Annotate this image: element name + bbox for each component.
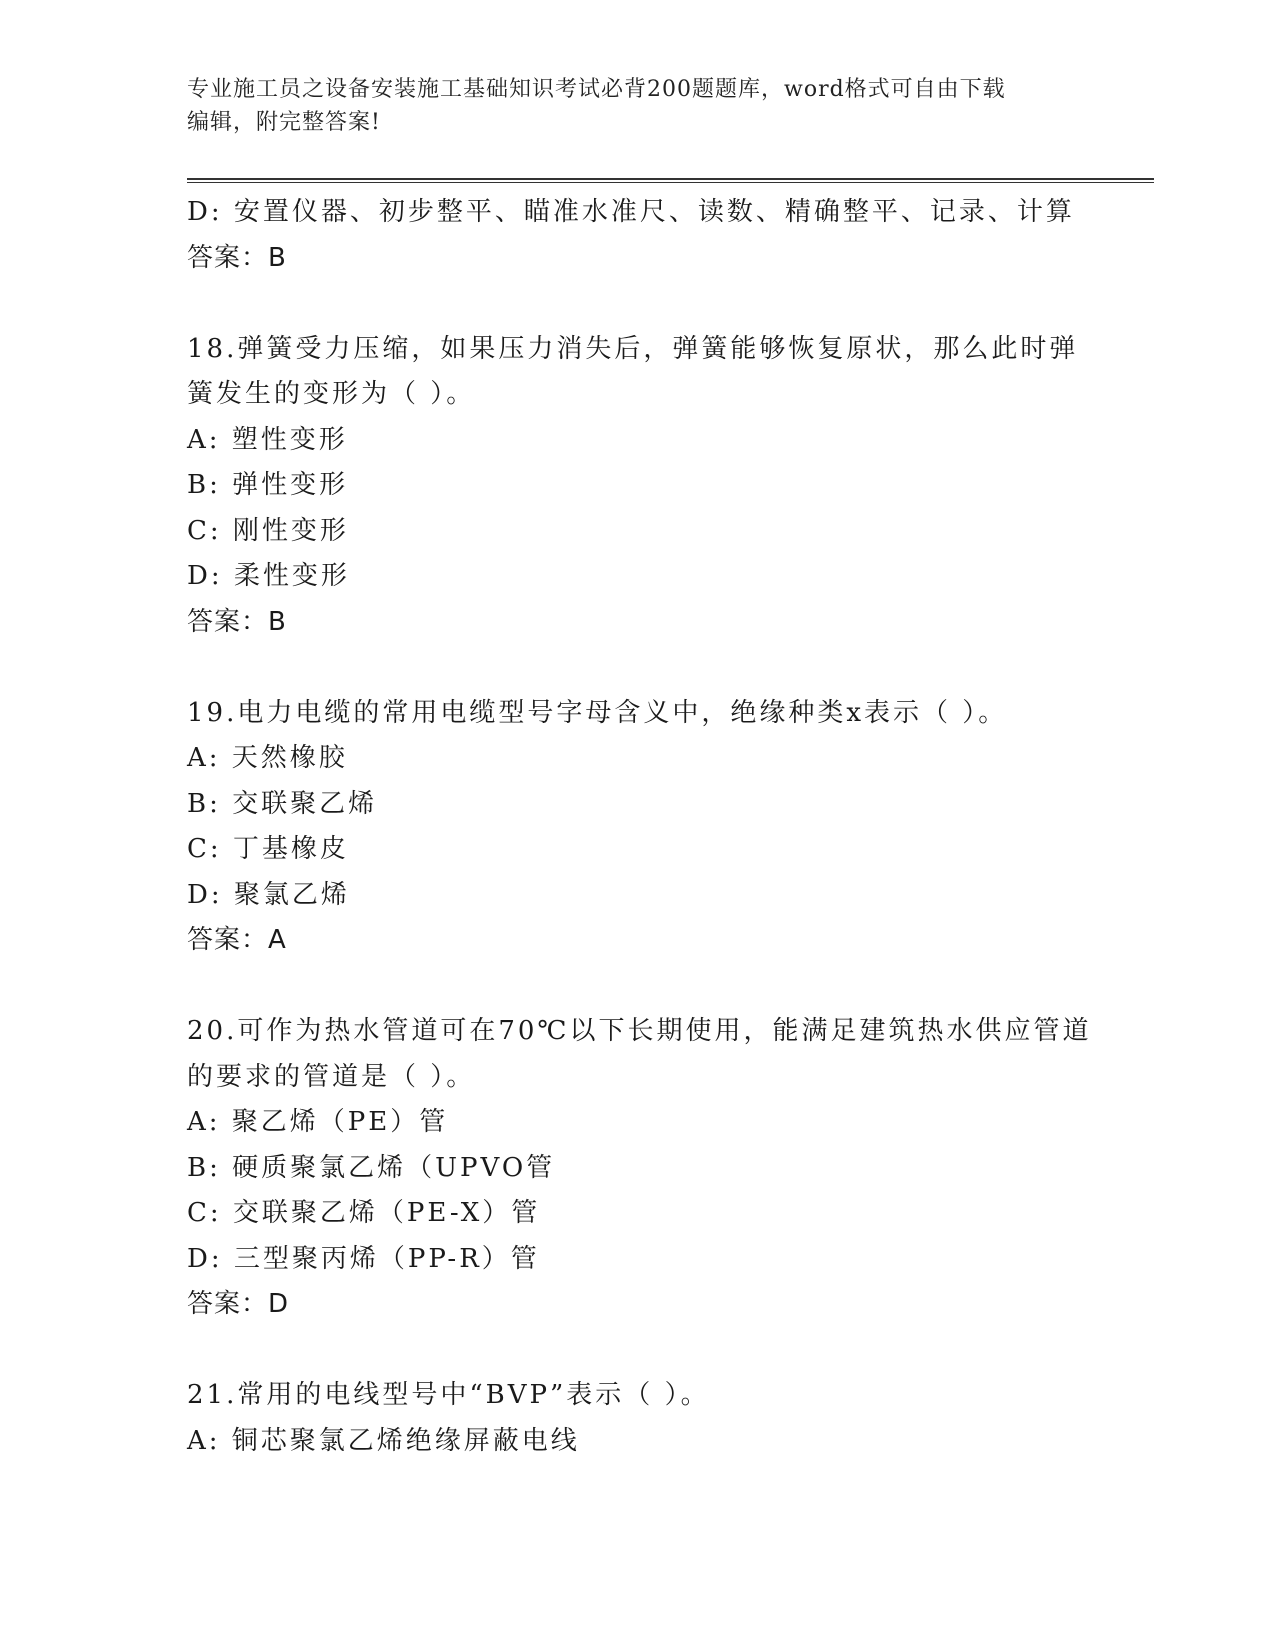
question-stem: 19.电力电缆的常用电缆型号字母含义中，绝缘种类x表示（ ）。 — [187, 697, 1008, 728]
option-b: B: 交联聚乙烯 — [187, 788, 378, 819]
answer: 答案：B — [187, 606, 287, 637]
question-19 — [187, 691, 1087, 964]
option-d: D: 柔性变形 — [187, 561, 350, 591]
option-d: D: 三型聚丙烯（PP-R）管 — [187, 1243, 540, 1274]
option-b: B: 弹性变形 — [187, 470, 349, 500]
option-d: D: 安置仪器、初步整平、瞄准水准尺、读数、精确整平、记录、计算 — [187, 197, 1075, 227]
spacer — [187, 645, 1087, 691]
question-stem: 簧发生的变形为（ ）。 — [187, 379, 476, 409]
header-line-2: 编辑，附完整答案! — [187, 110, 381, 135]
option-a: A: 铜芯聚氯乙烯绝缘屏蔽电线 — [187, 1425, 580, 1456]
option-b: B: 硬质聚氯乙烯（UPVO管 — [187, 1152, 556, 1183]
spacer — [187, 281, 1087, 327]
question-stem: 的要求的管道是（ ）。 — [187, 1061, 476, 1092]
question-stem: 18.弹簧受力压缩，如果压力消失后，弹簧能够恢复原状，那么此时弹 — [187, 333, 1079, 364]
header-divider — [187, 178, 1154, 183]
option-a: A: 塑性变形 — [187, 424, 348, 455]
option-c: C: 刚性变形 — [187, 515, 349, 546]
option-c: C: 丁基橡皮 — [187, 834, 349, 864]
question-21 — [187, 1373, 1087, 1464]
header-line-1: 专业施工员之设备安装施工基础知识考试必背200题题库，word格式可自由下载 — [187, 77, 1006, 102]
question-list — [187, 190, 1092, 1464]
answer: 答案：B — [187, 242, 287, 273]
question-18 — [187, 327, 1087, 646]
spacer — [187, 964, 1087, 1010]
answer: 答案：D — [187, 1289, 290, 1319]
option-d: D: 聚氯乙烯 — [187, 879, 350, 910]
option-c: C: 交联聚乙烯（PE-X）管 — [187, 1198, 541, 1228]
question-17-tail — [187, 190, 1087, 281]
option-a: A: 天然橡胶 — [187, 743, 348, 773]
question-stem: 20.可作为热水管道可在70℃以下长期使用，能满足建筑热水供应管道 — [187, 1016, 1092, 1046]
answer: 答案：A — [187, 925, 287, 955]
document-header — [187, 73, 1087, 139]
question-20 — [187, 1009, 1092, 1328]
option-a: A: 聚乙烯（PE）管 — [187, 1107, 449, 1137]
spacer — [187, 1328, 1087, 1374]
question-stem: 21.常用的电线型号中“BVP”表示（ ）。 — [187, 1380, 710, 1410]
